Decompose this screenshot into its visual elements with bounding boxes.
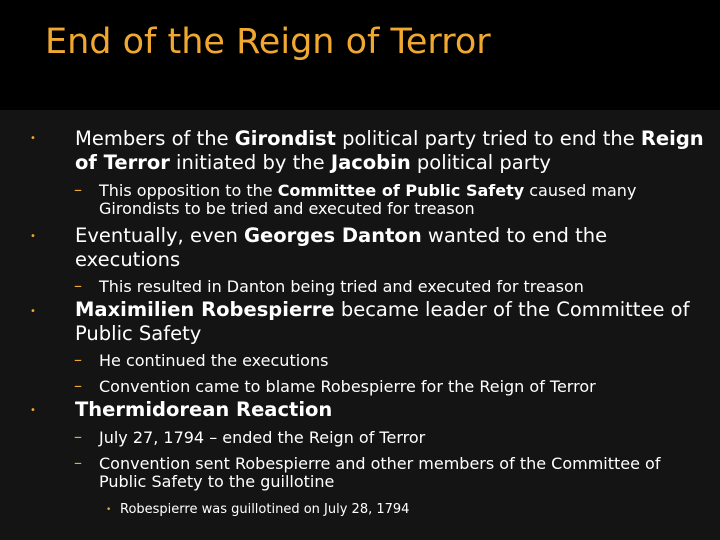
bullet-marker: • — [106, 505, 112, 515]
dash-marker: – — [74, 180, 82, 199]
subbullet-convention-blame: Convention came to blame Robespierre for the Reign of Terror — [99, 377, 596, 396]
subsubbullet-july-28: Robespierre was guillotined on July 28, 1794 — [120, 502, 410, 517]
bullet-girondist: Members of the Girondist political party tried to end the Reign of Terror initiated by the Jacobin political party — [75, 127, 704, 174]
dash-marker: – — [74, 427, 82, 446]
subbullet-continued: He continued the executions — [99, 351, 329, 370]
bullet-marker: • — [30, 405, 36, 416]
subbullet-guillotine: Convention sent Robespierre and other members of the Committee of Public Safety to the guillotine — [99, 454, 661, 491]
dash-marker: – — [74, 453, 82, 472]
slide-title: End of the Reign of Terror — [45, 22, 491, 62]
bullet-robespierre: Maximilien Robespierre became leader of the Committee of Public Safety — [75, 298, 690, 345]
bullet-marker: • — [30, 306, 36, 317]
bullet-marker: • — [30, 231, 36, 242]
bullet-danton: Eventually, even Georges Danton wanted to end the executions — [75, 224, 608, 271]
subbullet-opposition: This opposition to the Committee of Public Safety caused many Girondists to be tried and executed for treason — [99, 181, 637, 218]
subbullet-danton-executed: This resulted in Danton being tried and executed for treason — [99, 277, 584, 296]
dash-marker: – — [74, 376, 82, 395]
dash-marker: – — [74, 276, 82, 295]
bullet-marker: • — [30, 133, 36, 144]
subbullet-july-27: July 27, 1794 – ended the Reign of Terror — [99, 428, 426, 447]
dash-marker: – — [74, 350, 82, 369]
bullet-thermidorean: Thermidorean Reaction — [75, 398, 333, 421]
